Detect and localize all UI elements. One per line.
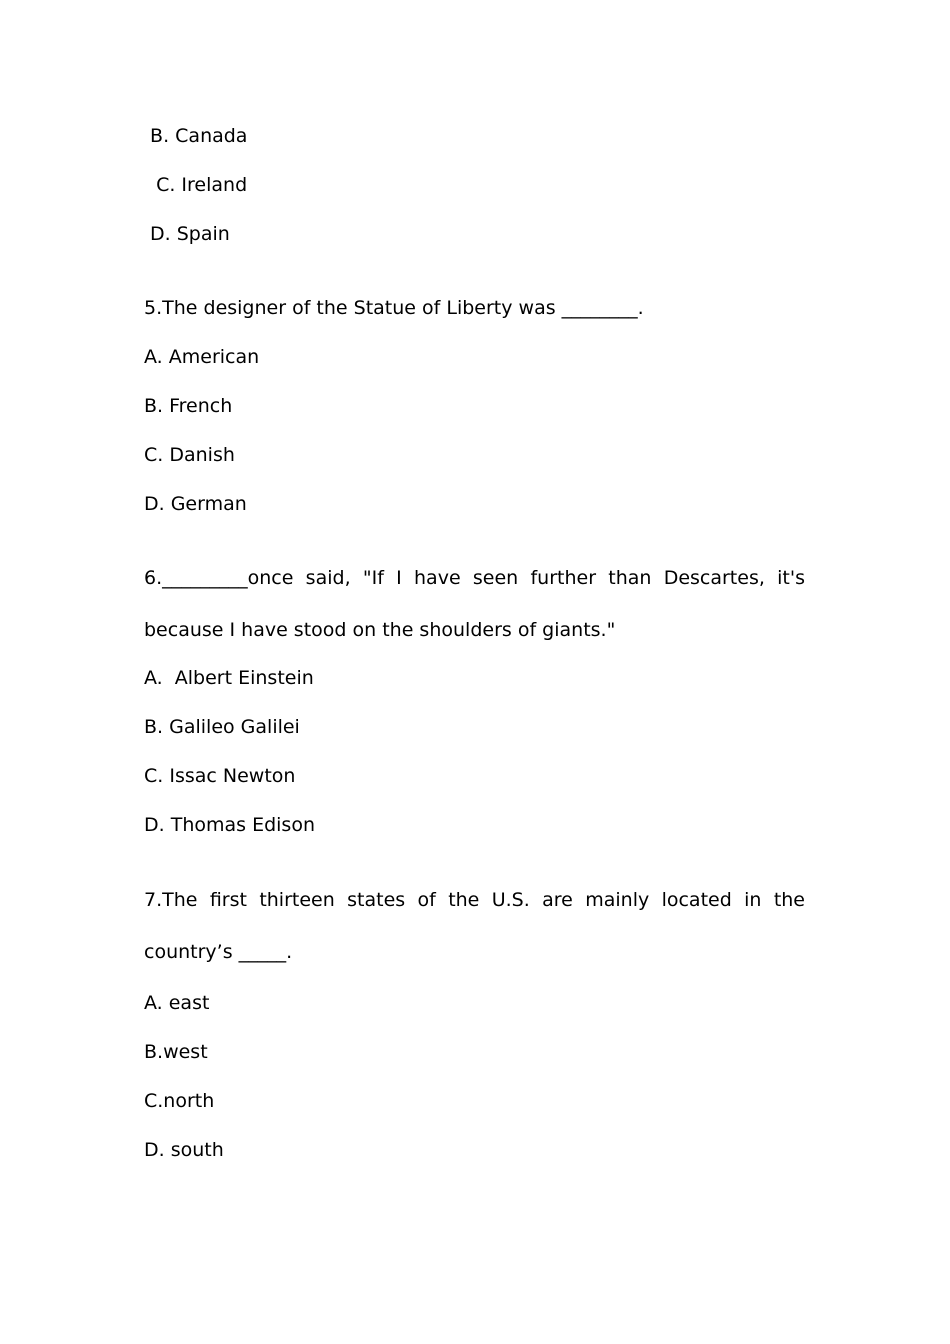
q5-option-c: C. Danish bbox=[144, 444, 235, 466]
q6-option-a: A. Albert Einstein bbox=[144, 667, 314, 689]
q4-option-b: B. Canada bbox=[144, 125, 248, 147]
q5-option-a: A. American bbox=[144, 346, 260, 368]
q7-question-line-1: 7.The first thirteen states of the U.S. are mainly located in the bbox=[144, 889, 805, 911]
q7-option-d: D. south bbox=[144, 1139, 224, 1161]
q5-option-b: B. French bbox=[144, 395, 233, 417]
q6-question-line-1: 6._________once said, "If I have seen further than Descartes, it's bbox=[144, 567, 805, 589]
q7-option-a: A. east bbox=[144, 992, 210, 1014]
q4-option-d: D. Spain bbox=[144, 223, 230, 245]
q6-option-b: B. Galileo Galilei bbox=[144, 716, 300, 738]
q6-option-d: D. Thomas Edison bbox=[144, 814, 315, 836]
q4-option-c: C. Ireland bbox=[144, 174, 248, 196]
q7-option-b: B.west bbox=[144, 1041, 208, 1063]
q5-question: 5.The designer of the Statue of Liberty was ________. bbox=[144, 297, 644, 319]
q5-option-d: D. German bbox=[144, 493, 247, 515]
q6-option-c: C. Issac Newton bbox=[144, 765, 296, 787]
q7-option-c: C.north bbox=[144, 1090, 215, 1112]
q6-question-line-2: because I have stood on the shoulders of giants." bbox=[144, 619, 616, 641]
q7-question-line-2: country’s _____. bbox=[144, 941, 293, 963]
